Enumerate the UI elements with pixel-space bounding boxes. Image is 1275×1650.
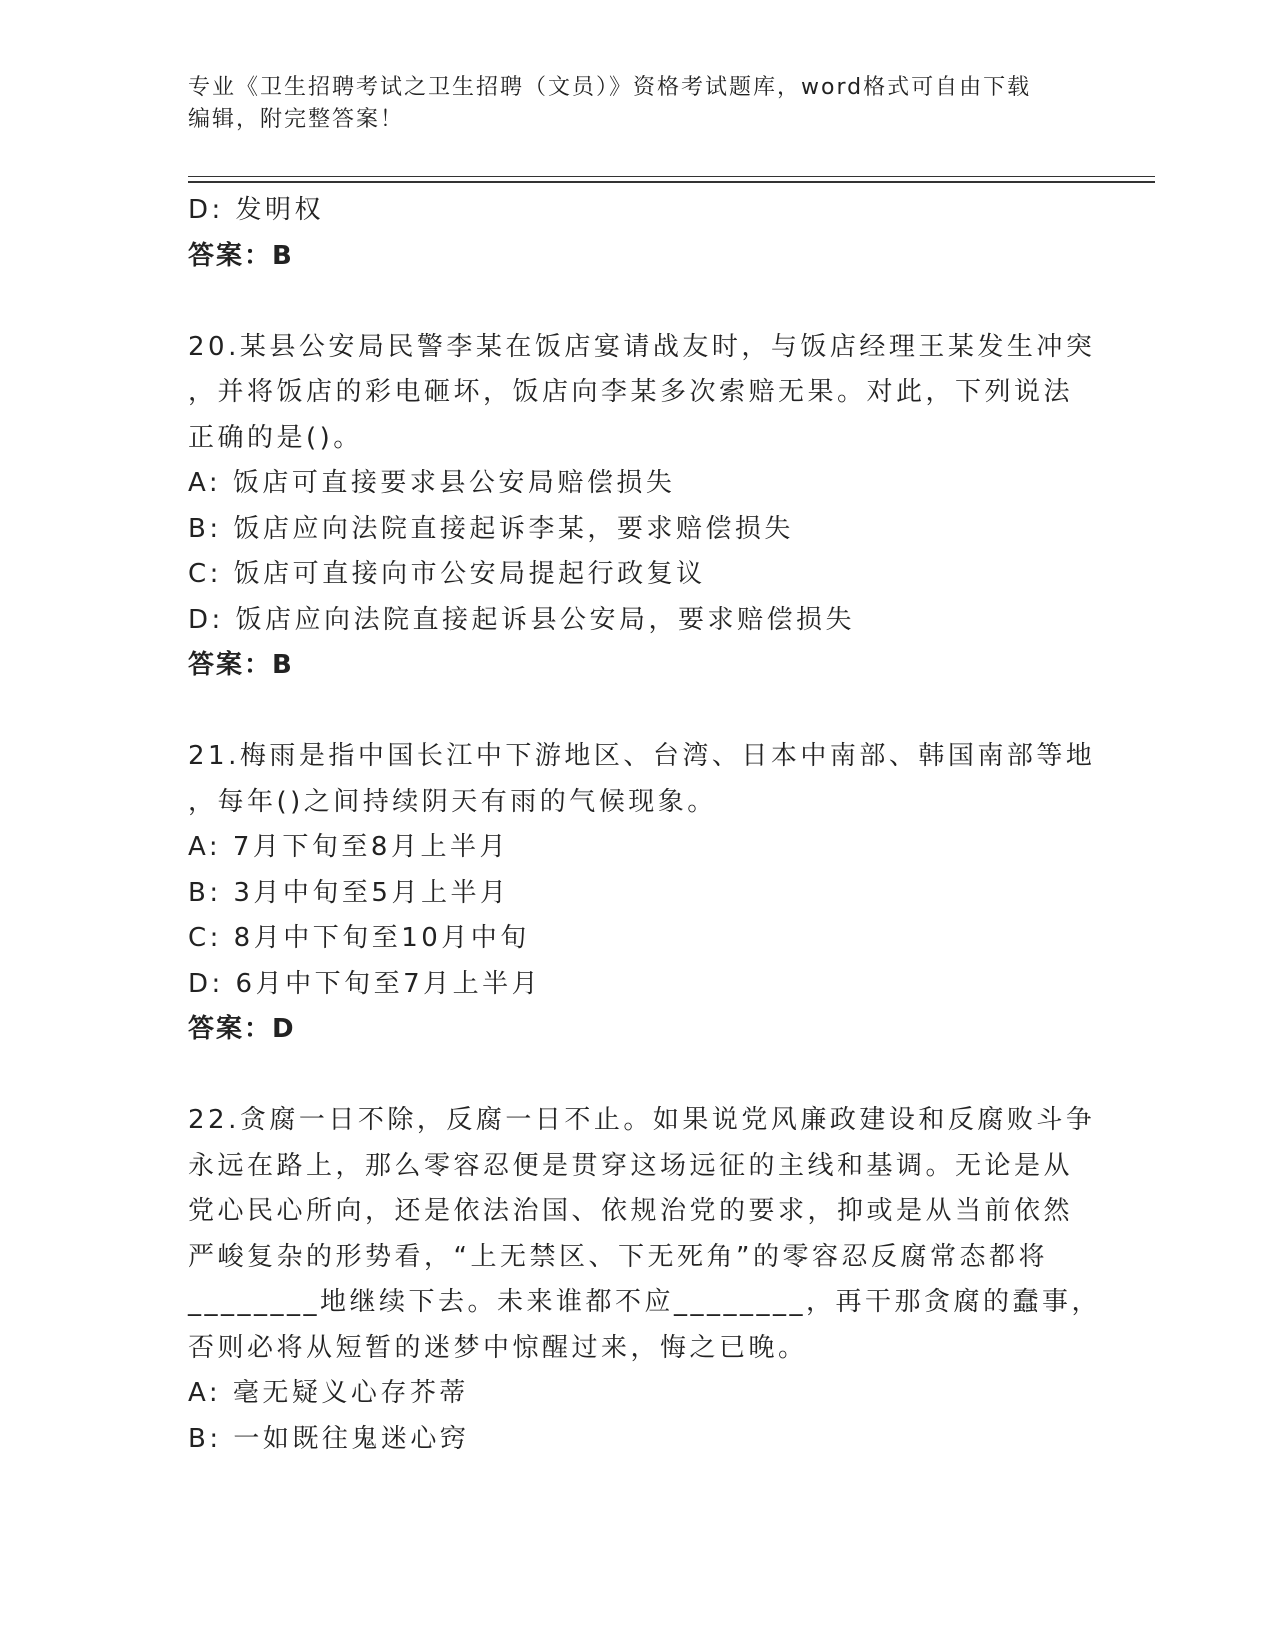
- question-22: [188, 1098, 1102, 1462]
- spacer: [188, 1053, 1088, 1099]
- question-text-line: 正确的是()。: [188, 422, 363, 453]
- option-b: B: 3月中旬至5月上半月: [188, 877, 510, 908]
- document-header: [188, 72, 1088, 136]
- question-21: [188, 734, 1096, 1053]
- option-c: C: 8月中下旬至10月中旬: [188, 923, 530, 953]
- spacer: [188, 279, 1088, 325]
- option-a: A: 毫无疑义心存芥蒂: [188, 1378, 469, 1408]
- header-divider-thin: [188, 176, 1155, 177]
- header-line-2: 编辑，附完整答案！: [188, 107, 405, 132]
- question-text-line: 否则必将从短暂的迷梦中惊醒过来，悔之已晚。: [188, 1332, 808, 1363]
- question-text-line: ，并将饭店的彩电砸坏，饭店向李某多次索赔无果。对此，下列说法: [188, 377, 1074, 407]
- question-text-line: ________地继续下去。未来谁都不应________，再干那贪腐的蠢事，: [188, 1287, 1102, 1317]
- question-text-line: 20.某县公安局民警李某在饭店宴请战友时，与饭店经理王某发生冲突: [188, 331, 1096, 362]
- option-c: C: 饭店可直接向市公安局提起行政复议: [188, 559, 706, 589]
- header-divider-thick: [188, 181, 1155, 183]
- document-body: [188, 188, 1102, 1462]
- question-text-line: 党心民心所向，还是依法治国、依规治党的要求，抑或是从当前依然: [188, 1196, 1074, 1226]
- question-text-line: 21.梅雨是指中国长江中下游地区、台湾、日本中南部、韩国南部等地: [188, 741, 1096, 771]
- option-d: D: 饭店应向法院直接起诉县公安局，要求赔偿损失: [188, 604, 856, 635]
- spacer: [188, 689, 1088, 735]
- question-text-line: 永远在路上，那么零容忍便是贯穿这场远征的主线和基调。无论是从: [188, 1150, 1074, 1181]
- answer-label: 答案：B: [188, 650, 294, 680]
- option-d: D: 6月中下旬至7月上半月: [188, 968, 542, 999]
- answer-label: 答案：B: [188, 240, 294, 271]
- option-d: D: 发明权: [188, 195, 325, 225]
- question-20: [188, 325, 1096, 689]
- answer-label: 答案：D: [188, 1014, 296, 1044]
- header-line-1: 专业《卫生招聘考试之卫生招聘（文员）》资格考试题库，word格式可自由下载: [188, 75, 1032, 100]
- option-a: A: 7月下旬至8月上半月: [188, 832, 509, 862]
- option-a: A: 饭店可直接要求县公安局赔偿损失: [188, 468, 676, 498]
- option-b: B: 一如既往鬼迷心窍: [188, 1423, 470, 1454]
- question-19-tail: [188, 188, 1088, 279]
- question-text-line: ，每年()之间持续阴天有雨的气候现象。: [188, 786, 717, 817]
- option-b: B: 饭店应向法院直接起诉李某，要求赔偿损失: [188, 513, 794, 544]
- question-text-line: 严峻复杂的形势看，“上无禁区、下无死角”的零容忍反腐常态都将: [188, 1241, 1048, 1272]
- question-text-line: 22.贪腐一日不除，反腐一日不止。如果说党风廉政建设和反腐败斗争: [188, 1105, 1096, 1135]
